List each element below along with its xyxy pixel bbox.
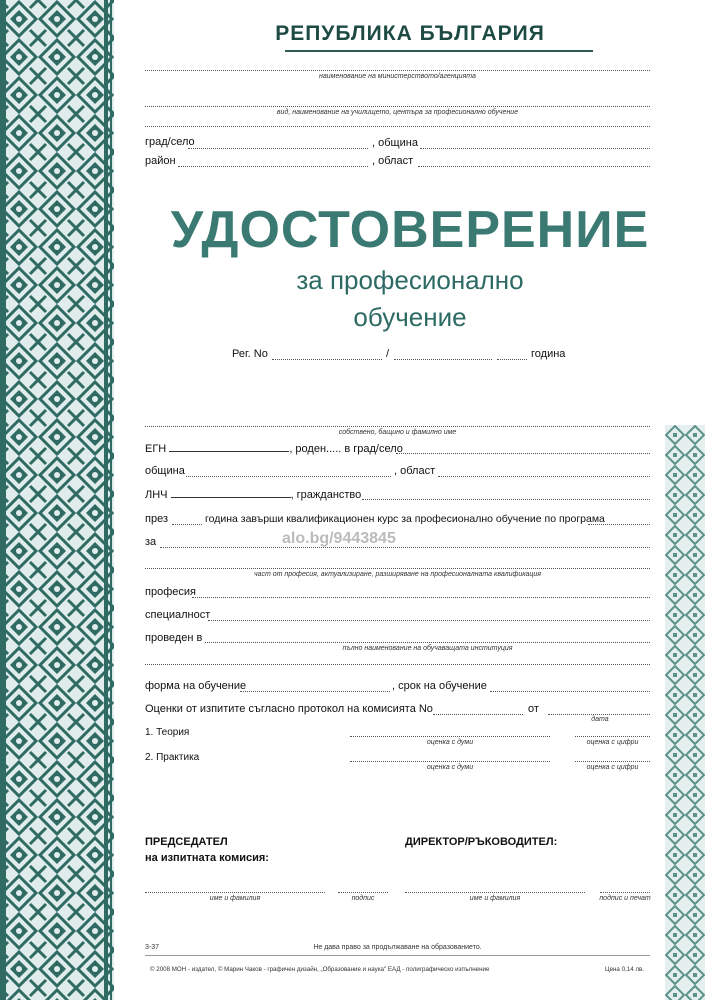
theory-digits-caption: оценка с цифри bbox=[586, 739, 639, 746]
practice-digits-caption: оценка с цифри bbox=[586, 764, 639, 771]
lnch-boxes bbox=[171, 488, 291, 498]
region-label-top: , област bbox=[372, 155, 414, 167]
footer-rule bbox=[145, 955, 650, 956]
chairman-name-caption: име и фамилия bbox=[209, 895, 261, 902]
region-line-top bbox=[418, 166, 650, 167]
director-name-caption: име и фамилия bbox=[469, 895, 521, 902]
during-label: през bbox=[145, 513, 168, 525]
institution-line-2 bbox=[145, 664, 650, 665]
municipality-label: община bbox=[145, 465, 185, 477]
chairman-sign-caption: подпис bbox=[351, 895, 375, 902]
born-label: , роден..... в град/село bbox=[289, 443, 403, 455]
theory-words-line bbox=[350, 736, 550, 737]
director-sign-line bbox=[600, 892, 650, 893]
director-sign-caption: подпис и печат bbox=[599, 895, 651, 902]
region-label: , област bbox=[394, 465, 436, 477]
district-label: район bbox=[145, 155, 176, 167]
held-in-line bbox=[205, 642, 650, 643]
during-year-line bbox=[172, 524, 202, 525]
municipality-line bbox=[186, 476, 391, 477]
ornamental-border-left bbox=[0, 0, 114, 1000]
reg-date-line bbox=[394, 359, 492, 360]
footer-price: Цена 0,14 лв. bbox=[605, 966, 644, 973]
ornamental-border-right bbox=[665, 425, 705, 1000]
document-title: УДОСТОВЕРЕНИЕ bbox=[170, 201, 650, 259]
date-caption: дата bbox=[591, 716, 609, 723]
practice-words-line bbox=[350, 761, 550, 762]
reg-slash: / bbox=[386, 348, 390, 360]
ministry-caption: наименование на министерството/агенцията bbox=[319, 73, 476, 80]
watermark-text: alo.bg/9443845 bbox=[282, 530, 396, 547]
citizenship-label: , гражданство bbox=[290, 489, 362, 501]
lnch-row bbox=[145, 488, 361, 501]
qualification-caption: част от професия, актуализиране, разширяване на професионалната квалификация bbox=[253, 571, 542, 578]
lnch-label: ЛНЧ bbox=[145, 489, 168, 501]
republic-header: РЕПУБЛИКА БЪЛГАРИЯ bbox=[275, 22, 545, 45]
reg-year-line bbox=[497, 359, 527, 360]
held-in-label: проведен в bbox=[145, 632, 203, 644]
director-name-line bbox=[405, 892, 585, 893]
finished-label: година завърши квалификационен курс за професионално обучение по програма bbox=[205, 513, 605, 525]
municipality-line-top bbox=[420, 148, 650, 149]
from-line bbox=[548, 714, 650, 715]
document-subtitle-2: обучение bbox=[353, 302, 467, 332]
ministry-line bbox=[145, 70, 650, 71]
chairman-name-line bbox=[145, 892, 325, 893]
institution-caption: пълно наименование на обучаващата институция bbox=[342, 645, 513, 652]
born-line bbox=[396, 453, 650, 454]
form-label: форма на обучение bbox=[145, 680, 247, 692]
form-code: 3-37 bbox=[145, 944, 160, 951]
citizenship-line bbox=[362, 499, 650, 500]
reg-no-line bbox=[272, 359, 382, 360]
theory-digits-line bbox=[575, 736, 650, 737]
city-line bbox=[188, 148, 368, 149]
reg-no-label: Рег. No bbox=[232, 348, 268, 360]
school-caption: вид, наименование на училището, центъра за професионално обучение bbox=[276, 109, 519, 116]
grades-label: Оценки от изпитите съгласно протокол на комисията No bbox=[145, 703, 433, 715]
footer-copyright: © 2008 МОН - издател, © Марин Чаков - графичен дизайн, „Образование и наука" ЕАД - полиграфическо изпълнение bbox=[150, 966, 490, 973]
for-label: за bbox=[145, 536, 157, 548]
region-line bbox=[438, 476, 650, 477]
protocol-line bbox=[433, 714, 523, 715]
municipality-label-top: , община bbox=[372, 137, 418, 149]
practice-digits-line bbox=[575, 761, 650, 762]
school-line bbox=[145, 106, 650, 107]
practice-label: 2. Практика bbox=[145, 752, 200, 763]
name-caption: собствено, бащино и фамилно име bbox=[338, 429, 457, 436]
for-line bbox=[160, 547, 650, 548]
program-line bbox=[588, 524, 650, 525]
practice-words-caption: оценка с думи bbox=[426, 764, 474, 771]
chairman-sign-line bbox=[338, 892, 388, 893]
footer-note: Не дава право за продължаване на образованието. bbox=[313, 944, 482, 951]
qualification-line bbox=[145, 568, 650, 569]
term-label: , срок на обучение bbox=[392, 680, 487, 692]
profession-label: професия bbox=[145, 586, 196, 598]
term-line bbox=[490, 691, 650, 692]
name-line bbox=[145, 426, 650, 427]
form-line bbox=[240, 691, 390, 692]
from-label: от bbox=[528, 703, 539, 715]
director-title: ДИРЕКТОР/РЪКОВОДИТЕЛ: bbox=[405, 836, 558, 848]
header-rule bbox=[285, 50, 593, 52]
profession-line bbox=[192, 597, 650, 598]
egn-row bbox=[145, 442, 403, 455]
year-label: година bbox=[531, 348, 566, 360]
theory-words-caption: оценка с думи bbox=[426, 739, 474, 746]
egn-boxes bbox=[169, 442, 289, 452]
district-line bbox=[178, 166, 368, 167]
document-subtitle-1: за професионално bbox=[296, 265, 524, 295]
chairman-subtitle: на изпитната комисия: bbox=[145, 852, 269, 864]
specialty-label: специалност bbox=[145, 609, 211, 621]
chairman-title: ПРЕДСЕДАТЕЛ bbox=[145, 836, 228, 848]
school-line-2 bbox=[145, 126, 650, 127]
egn-label: ЕГН bbox=[145, 443, 167, 455]
specialty-line bbox=[208, 620, 650, 621]
city-label: град/село bbox=[145, 136, 195, 148]
theory-label: 1. Теория bbox=[145, 727, 190, 738]
